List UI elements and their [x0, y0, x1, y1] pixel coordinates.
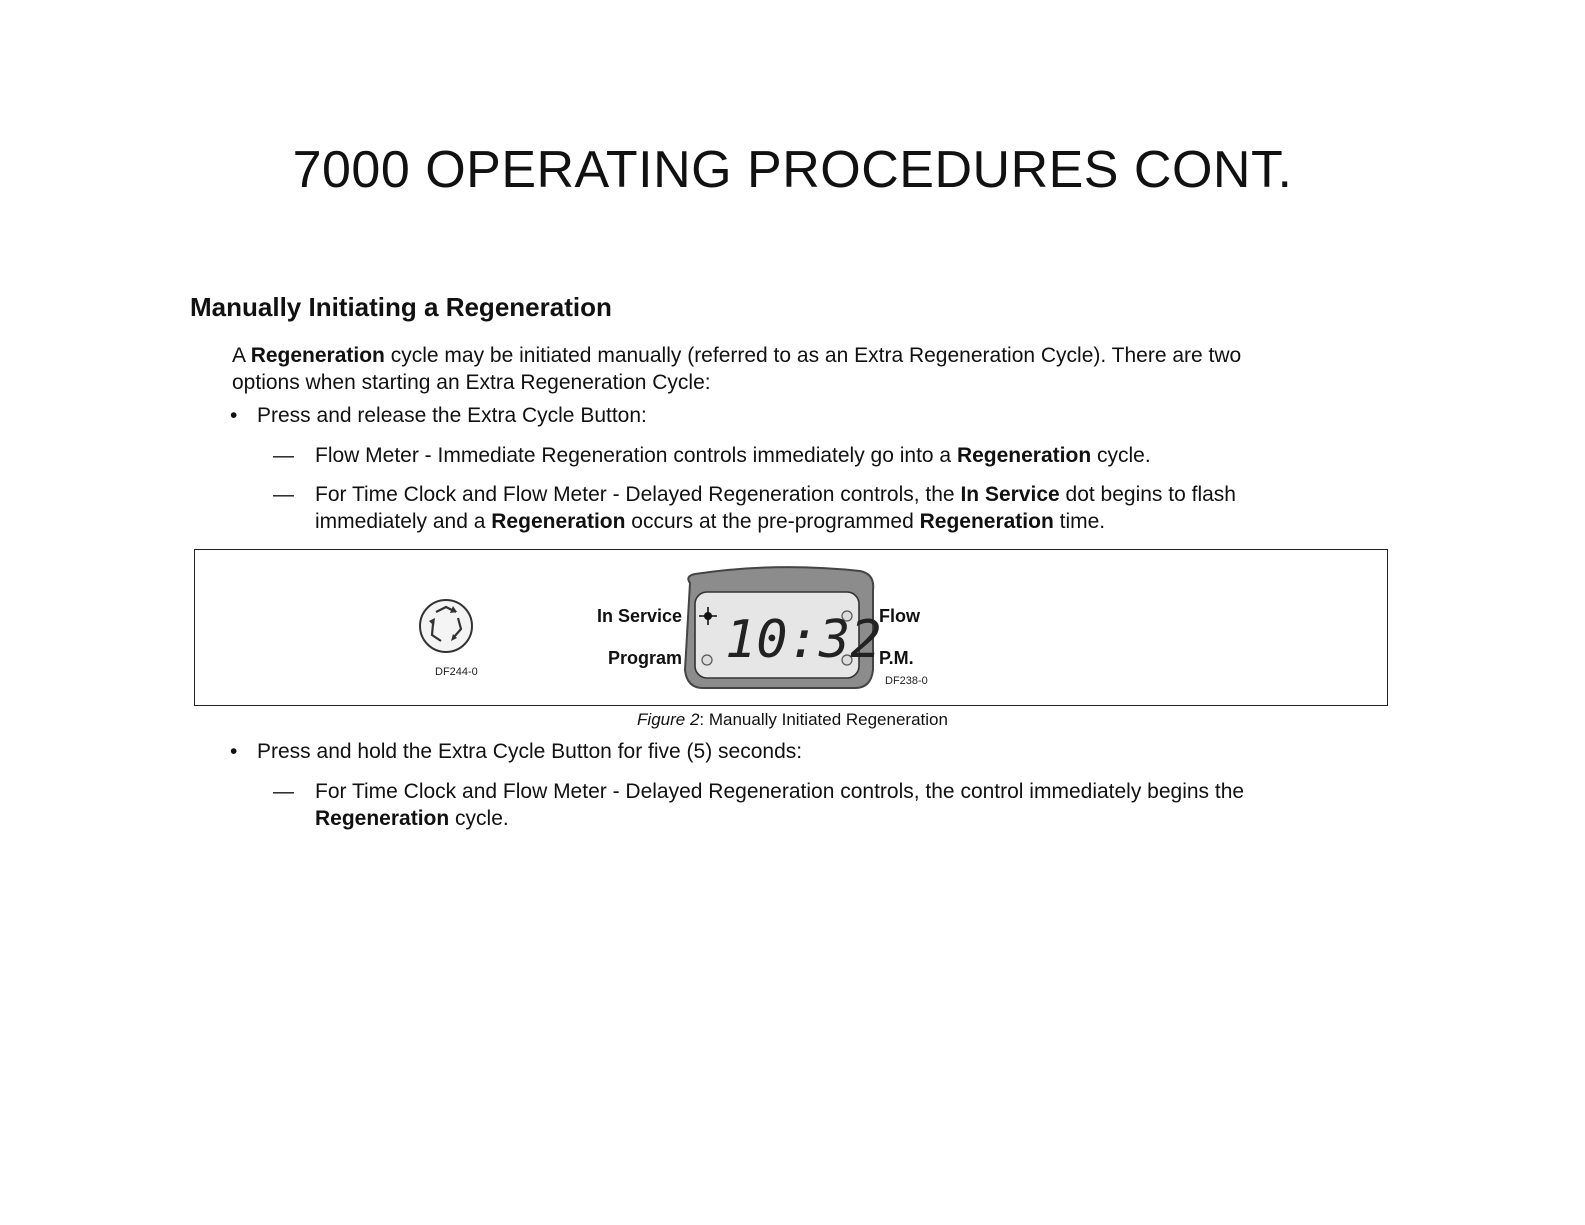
intro-pre: A — [232, 344, 251, 367]
caption-figure-number: Figure 2 — [637, 710, 700, 729]
dash-3-mark: — — [273, 780, 294, 803]
right-panel-code: DF238-0 — [885, 675, 928, 687]
page-title: 7000 OPERATING PROCEDURES CONT. — [292, 141, 1293, 199]
caption-text: : Manually Initiated Regeneration — [699, 710, 948, 729]
dash-2-l2-mid: occurs at the pre-programmed — [625, 510, 920, 533]
display-time: 10:32 — [725, 610, 882, 670]
dash-3-bold: Regeneration — [315, 807, 450, 830]
recycle-arrows-icon[interactable] — [420, 600, 472, 652]
intro-line-2: options when starting an Extra Regeneration Cycle: — [232, 371, 711, 394]
dash-2-l1-pre: For Time Clock and Flow Meter - Delayed Regeneration controls, the — [315, 483, 961, 506]
dash-1-mark: — — [273, 444, 294, 467]
bullet-2-mark: • — [230, 740, 238, 763]
program-dot — [702, 655, 712, 665]
dash-1-text — [315, 442, 1151, 469]
intro-bold: Regeneration — [250, 344, 385, 367]
bullet-2-text: Press and hold the Extra Cycle Button for five (5) seconds: — [257, 740, 803, 763]
display-panel — [685, 567, 882, 688]
dash-2-l2-pre: immediately and a — [315, 510, 492, 533]
dash-2-l1-bold: In Service — [960, 483, 1060, 506]
pm-label: P.M. — [879, 648, 914, 668]
in-service-label: In Service — [597, 606, 683, 626]
dash-2-mark: — — [273, 483, 294, 506]
dash-1-bold: Regeneration — [956, 444, 1092, 467]
dash-1-pre: Flow Meter - Immediate Regeneration controls immediately go into a — [315, 444, 957, 467]
dash-2-l2-post: time. — [1053, 510, 1106, 533]
flow-label: Flow — [879, 606, 920, 626]
figure-svg — [195, 550, 1386, 704]
program-label: Program — [608, 648, 683, 668]
dash-2-l2-bold2: Regeneration — [919, 510, 1054, 533]
dash-3-line-2 — [315, 805, 509, 832]
section-heading: Manually Initiating a Regeneration — [190, 292, 612, 322]
dash-3-line-1: For Time Clock and Flow Meter - Delayed Regeneration controls, the control immediately begins the — [315, 780, 1245, 803]
figure-box — [194, 549, 1388, 706]
bullet-1-text: Press and release the Extra Cycle Button: — [257, 404, 647, 427]
figure-caption — [0, 710, 1585, 730]
dash-1-post: cycle. — [1091, 444, 1151, 467]
intro-post: cycle may be initiated manually (referred to as an Extra Regeneration Cycle). There are two — [384, 344, 1242, 367]
left-icon-code: DF244-0 — [435, 666, 478, 678]
dash-2-l2-bold1: Regeneration — [491, 510, 626, 533]
dash-2-line-1 — [315, 481, 1236, 508]
intro-line-1 — [232, 342, 1241, 369]
dash-2-l1-post: dot begins to flash — [1059, 483, 1236, 506]
dash-2-line-2 — [315, 508, 1105, 535]
bullet-1-mark: • — [230, 404, 238, 427]
dash-3-post: cycle. — [449, 807, 509, 830]
